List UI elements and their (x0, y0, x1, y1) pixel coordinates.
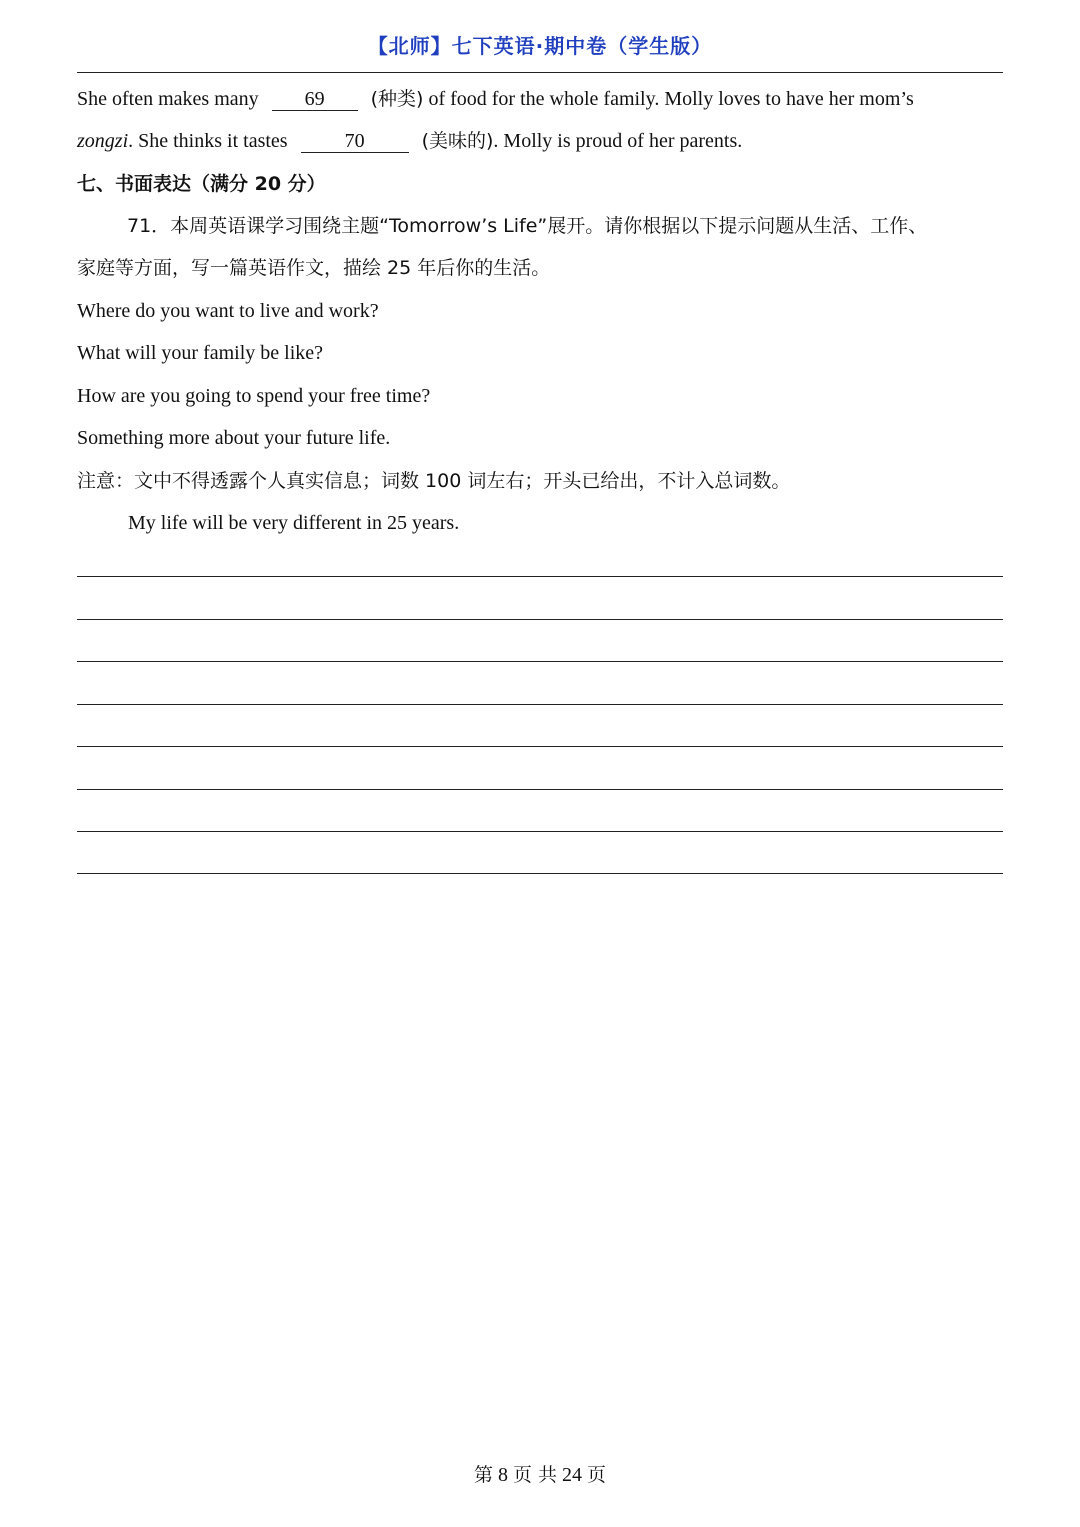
section-7-title: 七、书面表达（满分 20 分） (77, 173, 326, 195)
writing-line[interactable] (77, 873, 1003, 874)
writing-note: 注意：文中不得透露个人真实信息；词数 100 词左右；开头已给出，不计入总词数。 (77, 470, 791, 492)
page-total: 24 (562, 1464, 583, 1486)
question-71-prompt-2: 家庭等方面，写一篇英语作文，描绘 25 年后你的生活。 (77, 257, 551, 279)
writing-line[interactable] (77, 789, 1003, 790)
prompt-question-3: How are you going to spend your free time? (77, 385, 431, 407)
passage-line-1 (77, 85, 914, 113)
passage-line-2 (77, 127, 742, 155)
footer-prefix: 第 (473, 1464, 493, 1486)
essay-opening: My life will be very different in 25 years. (128, 512, 460, 534)
italic-word: zongzi (77, 130, 129, 152)
hint-text: (美味的) (421, 130, 494, 152)
page-number: 8 (497, 1464, 508, 1486)
writing-line[interactable] (77, 831, 1003, 832)
prompt-question-2: What will your family be like? (77, 342, 324, 364)
header-divider (77, 72, 1003, 73)
writing-line[interactable] (77, 746, 1003, 747)
writing-line[interactable] (77, 704, 1003, 705)
prompt-question-4: Something more about your future life. (77, 427, 391, 449)
answer-blank-70[interactable]: 70 (301, 130, 409, 153)
footer-suffix: 页 (587, 1464, 607, 1486)
writing-line[interactable] (77, 619, 1003, 620)
hint-text: (种类) (370, 88, 424, 110)
prompt-question-1: Where do you want to live and work? (77, 300, 379, 322)
passage-text: . She thinks it tastes (128, 130, 288, 152)
writing-line[interactable] (77, 661, 1003, 662)
page-header-title: 【北师】七下英语·期中卷（学生版） (367, 34, 713, 58)
writing-line[interactable] (77, 576, 1003, 577)
page-footer (0, 1460, 1080, 1487)
passage-text: . Molly is proud of her parents. (493, 130, 743, 152)
passage-text: She often makes many (77, 88, 259, 110)
question-71-prompt-1: 71．本周英语课学习围绕主题“Tomorrow’s Life”展开。请你根据以下提示问题从生活、工作、 (127, 215, 928, 237)
passage-text: of food for the whole family. Molly loves to have her mom’s (428, 88, 914, 110)
answer-blank-69[interactable]: 69 (272, 88, 358, 111)
footer-middle: 页 共 (512, 1464, 558, 1486)
